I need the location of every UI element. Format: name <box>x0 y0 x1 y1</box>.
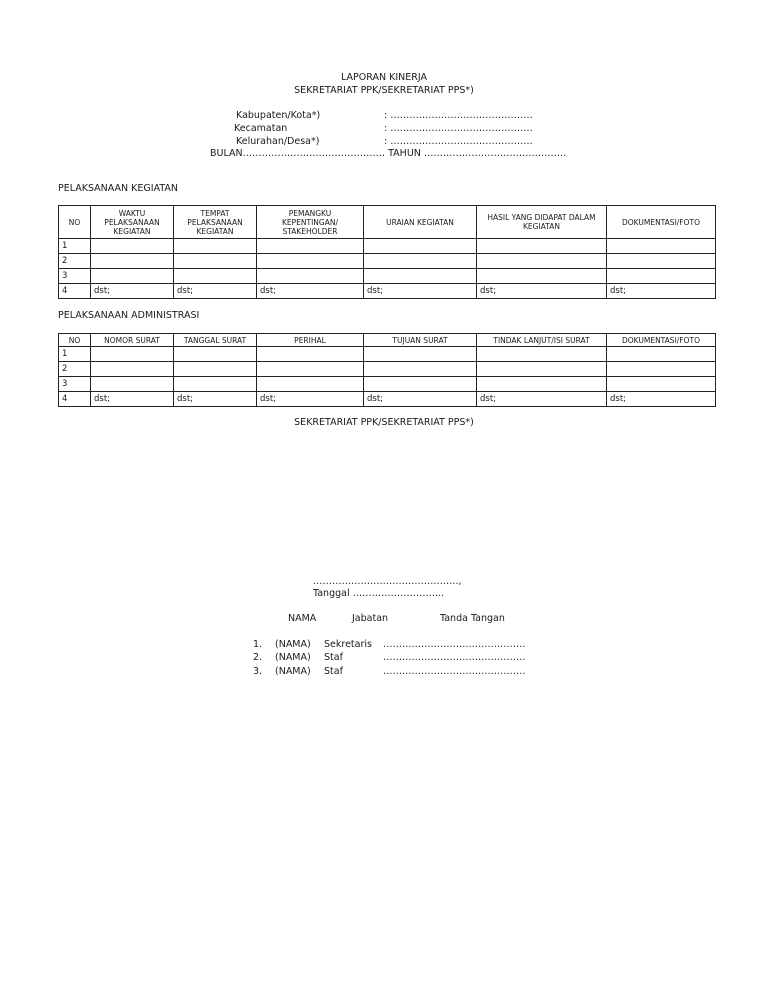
table-cell <box>174 377 257 392</box>
administrasi-table <box>58 333 716 407</box>
table-cell <box>607 362 716 377</box>
table-cell: 4 <box>59 284 91 299</box>
place-line: ………………………………………., <box>313 576 462 587</box>
table-cell: dst; <box>174 392 257 407</box>
report-title: LAPORAN KINERJA <box>341 72 427 83</box>
table-cell <box>257 362 364 377</box>
table-cell: dst; <box>91 392 174 407</box>
column-header: TINDAK LANJUT/ISI SURAT <box>477 334 607 347</box>
table-cell <box>257 239 364 254</box>
column-header: WAKTU PELAKSANAAN KEGIATAN <box>91 206 174 239</box>
field-label-kelurahan: Kelurahan/Desa*) <box>236 136 320 147</box>
column-header: DOKUMENTASI/FOTO <box>607 206 716 239</box>
table-cell: dst; <box>257 392 364 407</box>
table-cell <box>477 347 607 362</box>
table-cell: dst; <box>174 284 257 299</box>
column-header: HASIL YANG DIDAPAT DALAM KEGIATAN <box>477 206 607 239</box>
field-value-kelurahan: : ……………………………………… <box>384 136 533 147</box>
field-value-kecamatan: : ……………………………………… <box>384 123 533 134</box>
table-cell <box>91 347 174 362</box>
table-row <box>59 254 716 269</box>
date-line: Tanggal ……………………….. <box>313 588 445 599</box>
column-header: NOMOR SURAT <box>91 334 174 347</box>
report-subtitle: SEKRETARIAT PPK/SEKRETARIAT PPS*) <box>294 85 474 96</box>
sig-header-ttd: Tanda Tangan <box>440 613 505 624</box>
footer-org-title: SEKRETARIAT PPK/SEKRETARIAT PPS*) <box>294 417 474 428</box>
table-cell <box>91 377 174 392</box>
signatory-name: (NAMA) <box>275 666 311 677</box>
signatory-signature-line: ……………………………………… <box>383 666 526 677</box>
section-title-kegiatan: PELAKSANAAN KEGIATAN <box>58 183 178 194</box>
table-cell <box>477 269 607 284</box>
table-cell: 4 <box>59 392 91 407</box>
table-cell <box>364 347 477 362</box>
column-header: NO <box>59 334 91 347</box>
table-cell <box>91 362 174 377</box>
table-cell: dst; <box>477 284 607 299</box>
table-cell: 1 <box>59 239 91 254</box>
table-row <box>59 239 716 254</box>
table-cell <box>91 254 174 269</box>
sig-header-jabatan: Jabatan <box>352 613 389 624</box>
field-value-kabupaten: : ……………………………………… <box>384 110 533 121</box>
table-cell <box>174 254 257 269</box>
table-cell <box>477 377 607 392</box>
signatory-number: 2. <box>253 652 263 663</box>
table-cell <box>477 362 607 377</box>
table-cell <box>91 239 174 254</box>
table-cell <box>174 362 257 377</box>
column-header: PERIHAL <box>257 334 364 347</box>
table-row <box>59 347 716 362</box>
sig-header-nama: NAMA <box>288 613 317 624</box>
table-cell <box>477 239 607 254</box>
section-title-administrasi: PELAKSANAAN ADMINISTRASI <box>58 310 200 321</box>
column-header: URAIAN KEGIATAN <box>364 206 477 239</box>
table-cell: dst; <box>607 392 716 407</box>
table-cell: dst; <box>607 284 716 299</box>
signatory-signature-line: ……………………………………… <box>383 639 526 650</box>
table-cell <box>257 347 364 362</box>
table-cell <box>607 254 716 269</box>
table-row <box>59 377 716 392</box>
signatory-position: Staf <box>324 666 343 677</box>
table-cell: dst; <box>364 284 477 299</box>
column-header: DOKUMENTASI/FOTO <box>607 334 716 347</box>
table-cell: 2 <box>59 254 91 269</box>
table-cell <box>607 377 716 392</box>
signatory-position: Sekretaris <box>324 639 372 650</box>
kegiatan-table <box>58 205 716 299</box>
table-cell <box>257 269 364 284</box>
table-row <box>59 269 716 284</box>
table-cell <box>607 269 716 284</box>
table-row <box>59 284 716 299</box>
table-cell: dst; <box>364 392 477 407</box>
field-label-kabupaten: Kabupaten/Kota*) <box>236 110 321 121</box>
table-cell <box>174 347 257 362</box>
table-cell <box>364 377 477 392</box>
field-label-kecamatan: Kecamatan <box>234 123 288 134</box>
table-header-row <box>59 334 716 347</box>
table-cell <box>174 269 257 284</box>
table-cell <box>257 377 364 392</box>
table-cell <box>607 239 716 254</box>
table-cell <box>257 254 364 269</box>
table-cell: 2 <box>59 362 91 377</box>
table-header-row <box>59 206 716 239</box>
column-header: TANGGAL SURAT <box>174 334 257 347</box>
column-header: PEMANGKU KEPENTINGAN/ STAKEHOLDER <box>257 206 364 239</box>
signatory-number: 1. <box>253 639 263 650</box>
column-header: TEMPAT PELAKSANAAN KEGIATAN <box>174 206 257 239</box>
table-cell <box>364 362 477 377</box>
period-line: BULAN……………………………………… TAHUN ……………………………………… <box>210 148 567 159</box>
signatory-position: Staf <box>324 652 343 663</box>
table-cell: 3 <box>59 269 91 284</box>
table-cell: dst; <box>477 392 607 407</box>
table-cell <box>174 239 257 254</box>
table-cell <box>364 254 477 269</box>
table-cell: 1 <box>59 347 91 362</box>
table-cell: dst; <box>91 284 174 299</box>
table-cell: 3 <box>59 377 91 392</box>
table-row <box>59 392 716 407</box>
signatory-name: (NAMA) <box>275 639 311 650</box>
table-cell <box>364 269 477 284</box>
table-cell: dst; <box>257 284 364 299</box>
table-cell <box>607 347 716 362</box>
table-cell <box>477 254 607 269</box>
signatory-number: 3. <box>253 666 263 677</box>
signatory-signature-line: ……………………………………… <box>383 652 526 663</box>
column-header: NO <box>59 206 91 239</box>
table-row <box>59 362 716 377</box>
table-cell <box>364 239 477 254</box>
signatory-name: (NAMA) <box>275 652 311 663</box>
column-header: TUJUAN SURAT <box>364 334 477 347</box>
table-cell <box>91 269 174 284</box>
